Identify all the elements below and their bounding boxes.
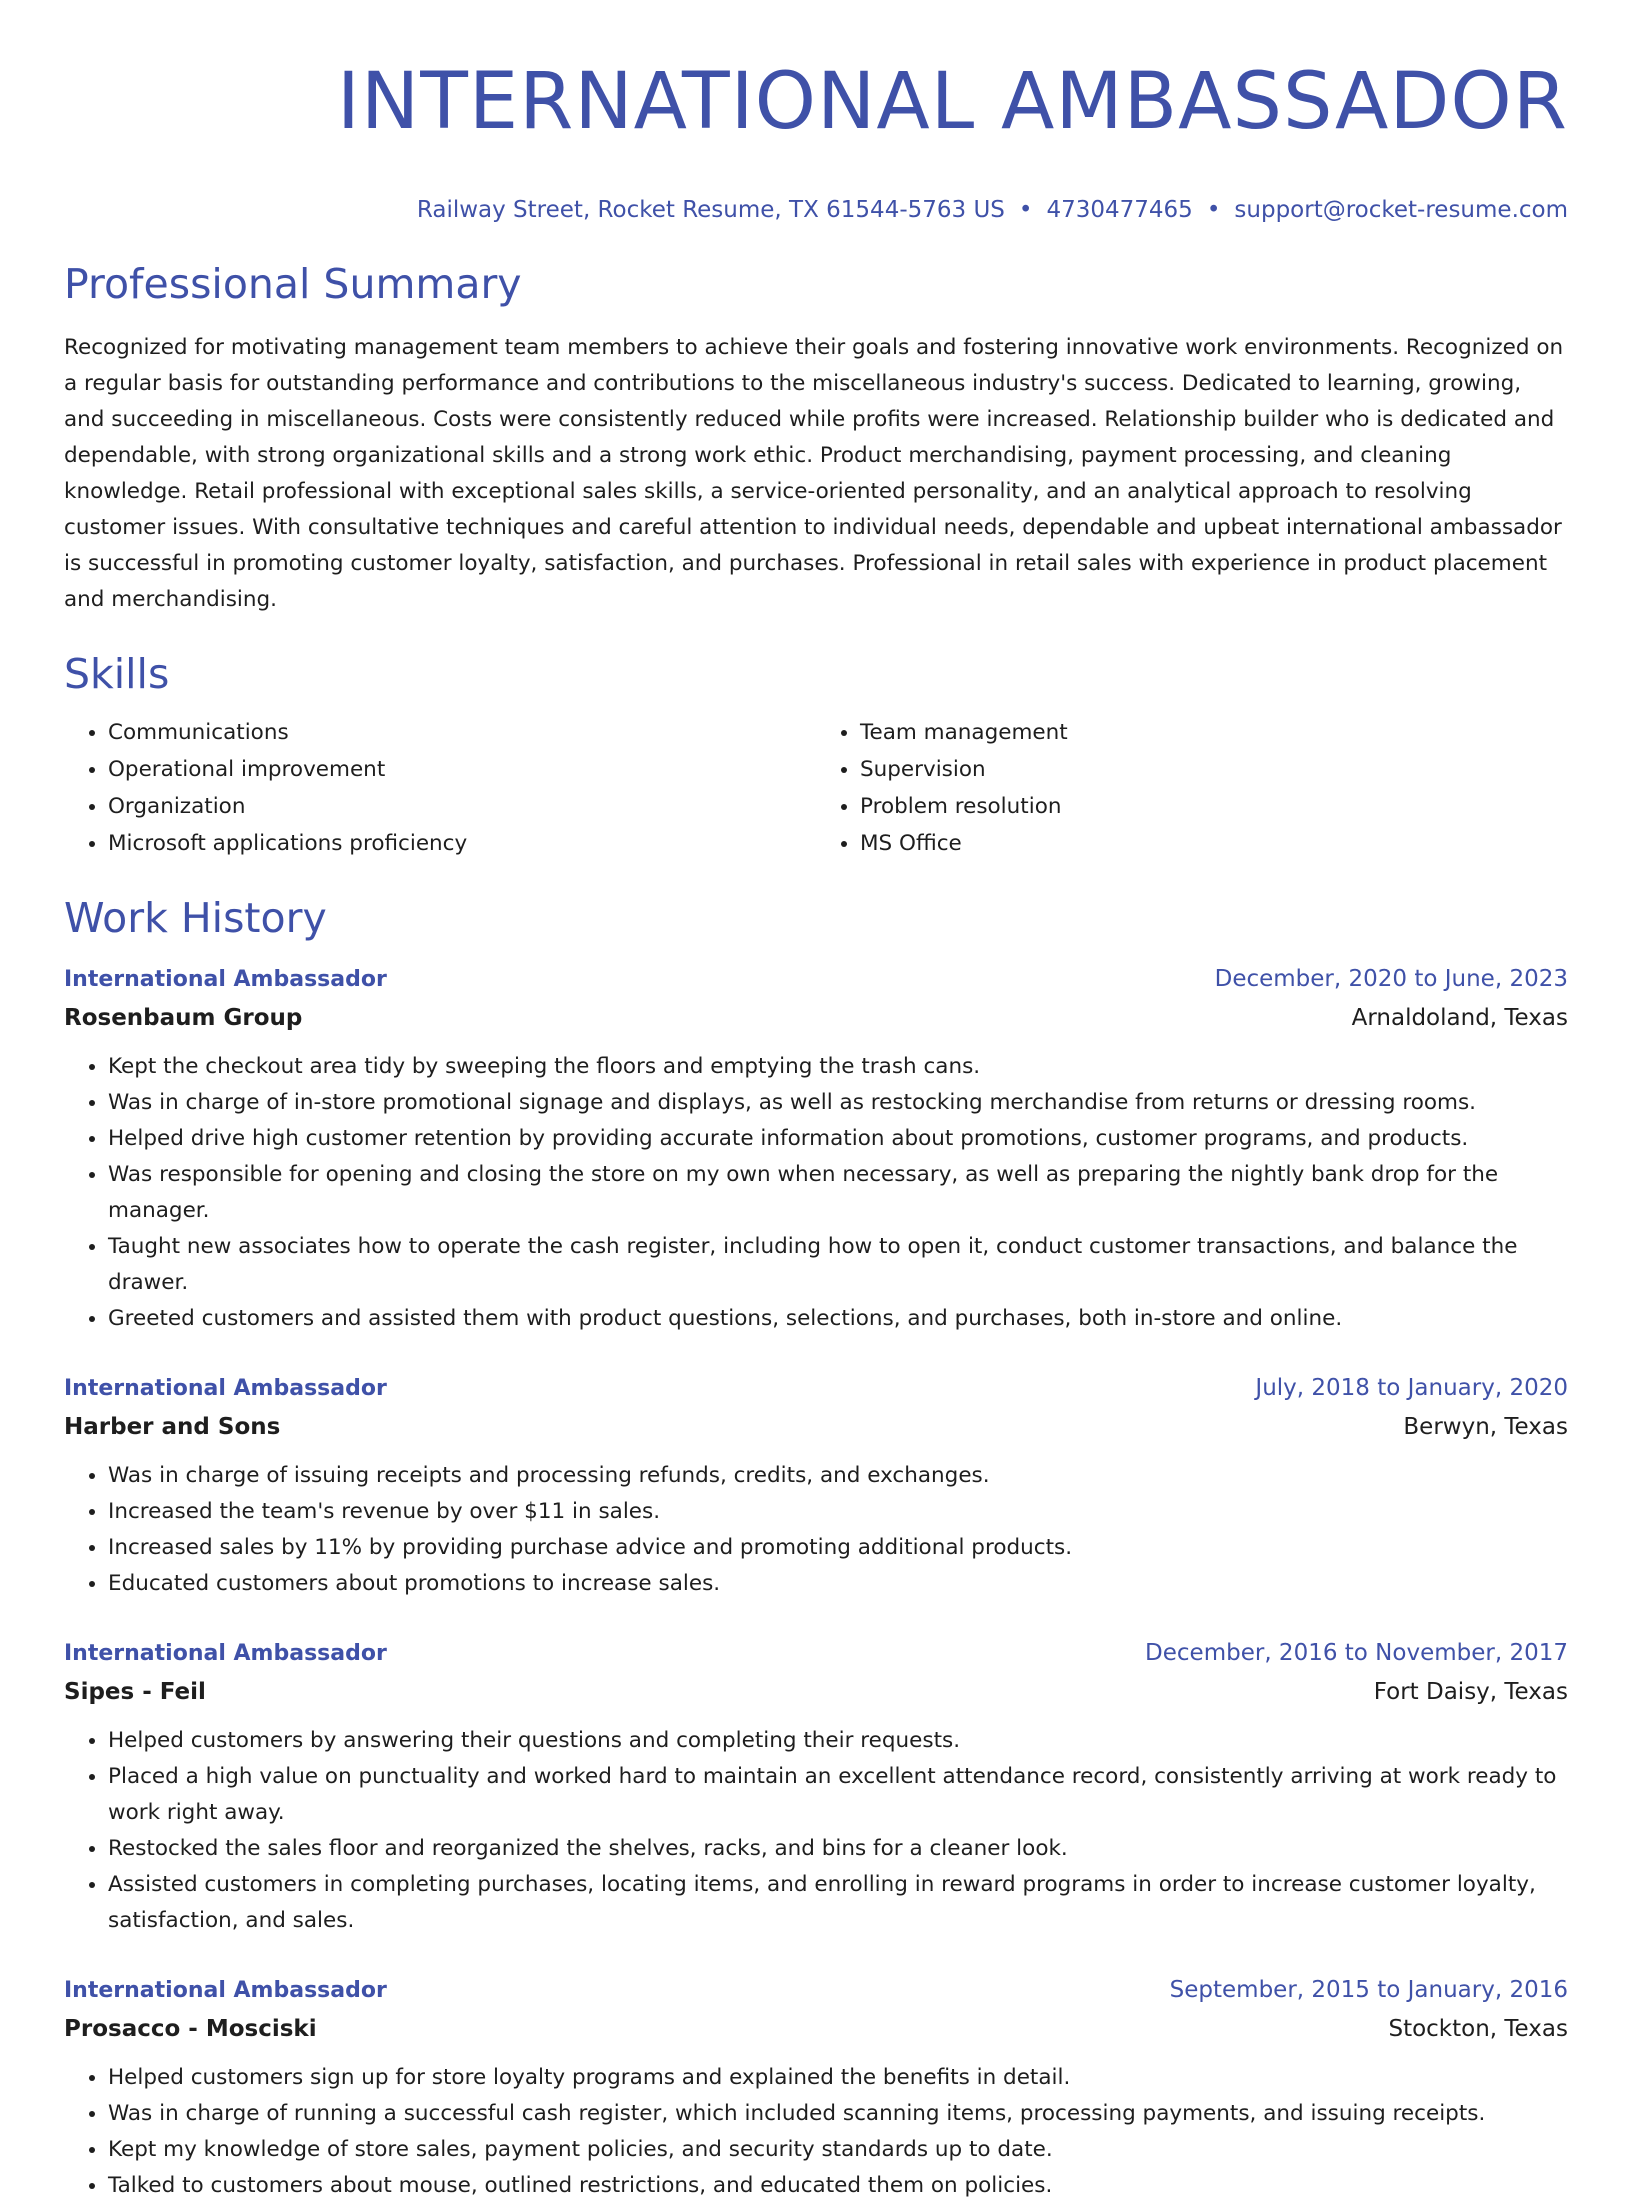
job-bullets <box>64 1049 1568 1337</box>
job-company: Prosacco - Mosciski <box>64 2016 317 2042</box>
job-bullets <box>64 2060 1568 2204</box>
job-company-row <box>64 1673 1568 1711</box>
job-location: Arnaldoland, Texas <box>1351 1005 1568 1031</box>
job-title: International Ambassador <box>64 1641 387 1666</box>
job-location: Berwyn, Texas <box>1403 1414 1568 1440</box>
job-bullet: • Helped drive high customer retention by providing accurate information about promotions, customer programs, and products. <box>108 1121 1568 1157</box>
job-company-row <box>64 1408 1568 1446</box>
job-bullet: • Was responsible for opening and closing the store on my own when necessary, as well as preparing the nightly bank drop for the manager. <box>108 1157 1568 1229</box>
job-bullet: • Assisted customers in completing purchases, locating items, and enrolling in reward programs in order to increase customer loyalty, satisfaction, and sales. <box>108 1867 1568 1939</box>
summary-text: Recognized for motivating management team members to achieve their goals and fostering innovative work environments. Recognized on a regular basis for outstanding performance and contributions to the miscellaneous industry's success. Dedicated to learning, growing, and succeeding in miscellaneous. Costs were consistently reduced while profits were increased. Relationship builder who is dedicated and dependable, with strong organizational skills and a strong work ethic. Product merchandising, payment processing, and cleaning knowledge. Retail professional with exceptional sales skills, a service-oriented personality, and an analytical approach to resolving customer issues. With consultative techniques and careful attention to individual needs, dependable and upbeat international ambassador is successful in promoting customer loyalty, satisfaction, and purchases. Professional in retail sales with experience in product placement and merchandising. <box>64 335 1564 612</box>
job-bullet: • Was in charge of issuing receipts and processing refunds, credits, and exchanges. <box>108 1458 1568 1494</box>
address: Railway Street, Rocket Resume, TX 61544-5763 US <box>416 197 1005 223</box>
job-entry <box>64 1971 1568 2204</box>
job-bullet: • Kept my knowledge of store sales, payment policies, and security standards up to date. <box>108 2132 1568 2168</box>
job-company-row <box>64 999 1568 1037</box>
skills-list <box>64 714 1568 862</box>
candidate-name: INTERNATIONAL AMBASSADOR <box>336 57 1568 147</box>
skill-item: • Supervision <box>860 751 1568 788</box>
job-bullet: • Helped customers sign up for store loyalty programs and explained the benefits in detail. <box>108 2060 1568 2096</box>
skill-item: • Operational improvement <box>108 751 816 788</box>
skill-item: • Problem resolution <box>860 788 1568 825</box>
job-dates: December, 2020 to June, 2023 <box>1214 966 1568 992</box>
job-location: Stockton, Texas <box>1388 2016 1568 2042</box>
skill-item: • Microsoft applications proficiency <box>108 825 816 862</box>
job-dates: December, 2016 to November, 2017 <box>1145 1640 1568 1666</box>
job-title: International Ambassador <box>64 967 387 992</box>
job-bullet: • Kept the checkout area tidy by sweeping the floors and emptying the trash cans. <box>108 1049 1568 1085</box>
skill-item: • Team management <box>860 714 1568 751</box>
job-bullet: • Increased sales by 11% by providing purchase advice and promoting additional products. <box>108 1530 1568 1566</box>
separator-dot: • <box>1206 197 1221 223</box>
job-header-row <box>64 1634 1568 1673</box>
job-header-row <box>64 1971 1568 2010</box>
job-header-row <box>64 1369 1568 1408</box>
job-company-row <box>64 2010 1568 2048</box>
job-bullets <box>64 1458 1568 1602</box>
job-title: International Ambassador <box>64 1376 387 1401</box>
work-history-heading: Work History <box>64 894 327 942</box>
skill-item: • Organization <box>108 788 816 825</box>
job-bullet: • Educated customers about promotions to increase sales. <box>108 1566 1568 1602</box>
job-entry <box>64 960 1568 1337</box>
job-company: Harber and Sons <box>64 1414 281 1440</box>
job-header-row <box>64 960 1568 999</box>
job-entry <box>64 1634 1568 1939</box>
job-dates: September, 2015 to January, 2016 <box>1169 1977 1568 2003</box>
job-company: Sipes - Feil <box>64 1679 206 1705</box>
job-bullet: • Restocked the sales floor and reorganized the shelves, racks, and bins for a cleaner look. <box>108 1831 1568 1867</box>
skills-heading: Skills <box>64 650 170 698</box>
job-bullet: • Greeted customers and assisted them with product questions, selections, and purchases, both in-store and online. <box>108 1301 1568 1337</box>
job-bullet: • Taught new associates how to operate the cash register, including how to open it, conduct customer transactions, and balance the drawer. <box>108 1229 1568 1301</box>
skills-column-left <box>64 714 816 862</box>
resume-header <box>64 0 1568 226</box>
job-bullet: • Was in charge of in-store promotional signage and displays, as well as restocking merchandise from returns or dressing rooms. <box>108 1085 1568 1121</box>
phone: 4730477465 <box>1046 197 1193 223</box>
job-entry <box>64 1369 1568 1602</box>
job-bullet: • Was in charge of running a successful cash register, which included scanning items, processing payments, and issuing receipts. <box>108 2096 1568 2132</box>
job-title: International Ambassador <box>64 1978 387 2003</box>
job-location: Fort Daisy, Texas <box>1373 1679 1568 1705</box>
job-dates: July, 2018 to January, 2020 <box>1255 1375 1568 1401</box>
separator-dot: • <box>1018 197 1033 223</box>
job-bullet: • Increased the team's revenue by over $11 in sales. <box>108 1494 1568 1530</box>
job-bullet: • Helped customers by answering their questions and completing their requests. <box>108 1723 1568 1759</box>
skill-item: • Communications <box>108 714 816 751</box>
contact-line <box>64 194 1568 226</box>
job-bullets <box>64 1723 1568 1939</box>
skills-column-right <box>816 714 1568 862</box>
job-bullet: • Talked to customers about mouse, outlined restrictions, and educated them on policies. <box>108 2168 1568 2204</box>
email-link[interactable]: support@rocket-resume.com <box>1234 197 1568 223</box>
summary-heading: Professional Summary <box>64 260 522 308</box>
skill-item: • MS Office <box>860 825 1568 862</box>
job-company: Rosenbaum Group <box>64 1005 303 1031</box>
job-bullet: • Placed a high value on punctuality and worked hard to maintain an excellent attendance record, consistently arriving at work ready to work right away. <box>108 1759 1568 1831</box>
